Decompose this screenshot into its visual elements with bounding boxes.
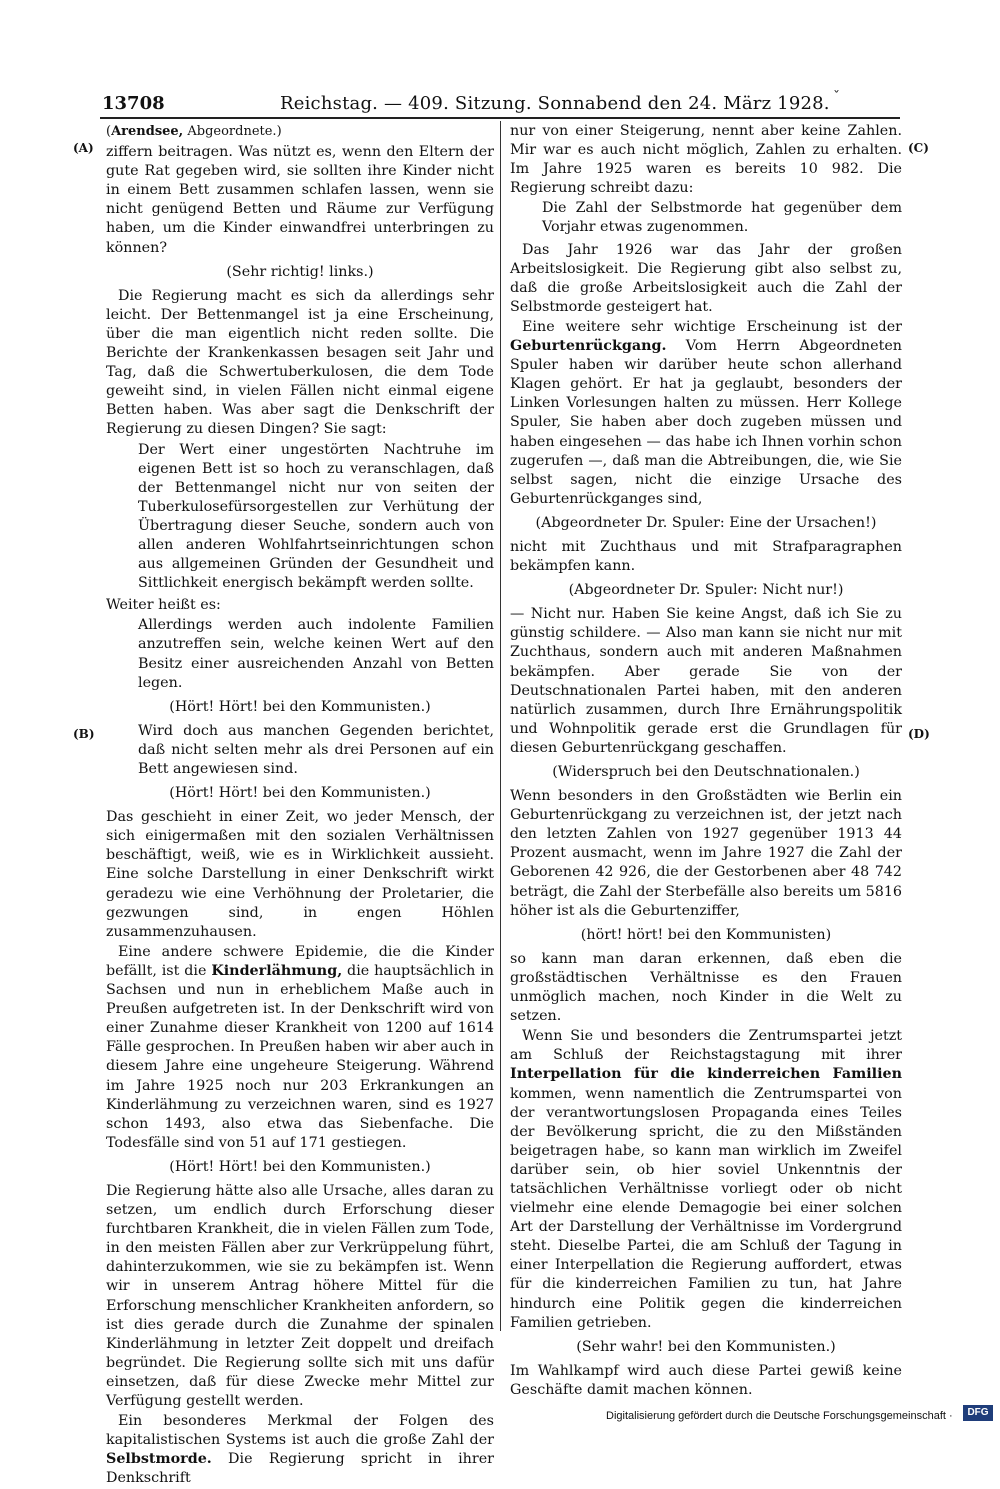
speaker-line: (Arendsee, Abgeordnete.) [106, 124, 282, 139]
header-rule [100, 117, 900, 119]
digitization-credit: Digitalisierung gefördert durch die Deutsche Forschungsgemeinschaft · [606, 1410, 953, 1422]
interjection: (hört! hört! bei den Kommunisten) [580, 926, 832, 943]
paragraph: — Nicht nur. Haben Sie keine Angst, daß ich Sie zu günstig schildere. — Also man kann sie nicht nur mit Zuchthaus, sondern auch mit anderen Maßnahmen bekämpfen. Aber gerade Sie von der Deutschnationalen Partei haben, mit den anderen natürlich zusammen, durch Ihre Ernährungspolitik und Wohnpolitik gerade erst die Grundlagen für diesen Geburtenrückgang geschaffen. [510, 606, 902, 756]
page-header [100, 89, 900, 119]
paragraph: so kann man daran erkennen, daß eben die großstädtischen Verhältnisse es den Frauen unmöglich machen, noch Kinder in die Welt zu setzen. [510, 950, 902, 1025]
quotation: Die Zahl der Selbstmorde hat gegenüber dem Vorjahr etwas zugenommen. [542, 200, 902, 236]
margin-marker-a: (A) [73, 141, 94, 155]
interjection: (Widerspruch bei den Deutschnationalen.) [552, 764, 860, 780]
paragraph: Weiter heißt es: [106, 597, 221, 614]
session-title: Reichstag. — 409. Sitzung. Sonnabend den 24. März 1928. [280, 93, 830, 114]
speaker-name: Arendsee, [111, 124, 184, 139]
text-run: Ein besonderes Merkmal der Folgen des kapitalistischen Systems ist auch die große Zahl der [106, 1413, 494, 1449]
column-divider [500, 121, 501, 1331]
paragraph: Wenn besonders in den Großstädten wie Berlin ein Geburtenrückgang zu verzeichnen ist, der jetzt nach den letzten Zahlen von 1927 gegenüber 1913 44 Prozent ausmacht, wenn im Jahre 1927 die Zahl der Geborenen 42 926, die der Gestorbenen aber 48 742 beträgt, die Zahl der Sterbefälle also bereits um 5816 höher ist als die Geburtenziffer, [510, 788, 903, 919]
paragraph [106, 1412, 494, 1488]
interjection: (Hört! Hört! bei den Kommunisten.) [169, 1158, 431, 1175]
margin-marker-c: (C) [908, 141, 929, 155]
text-run: die hauptsächlich in Sachsen und nun in erheblichem Maße auch in Preußen aufgetreten ist. In der Denkschrift wird von einer Zunahme dieser Krankheit von 1200 auf 1614 Fälle gesprochen. In Preußen haben wir aber auch in diesem Jahre eine ungeheure Steigerung. Während im Jahre 1925 noch nur 203 Erkrankungen an Kinderlähmung zu verzeichnen waren, sind es 1927 schon 1493, also etwa das Siebenfache. Die Todesfälle sind von 51 auf 171 gestiegen. [106, 962, 495, 1151]
text-run: Vom Herrn Abgeordneten Spuler haben wir darüber heute schon allerhand Klagen gehört. Er hat ja geglaubt, besonders der Linken Vorlesungen halten zu müssen. Herr Kollege Spuler, Sie haben aber doch zugeben müssen und haben eingesehen — das habe ich Ihnen vorhin schon zugerufen —, daß man die Abtreibungen, die, wie Sie selbst sagen, nicht die einzige Ursache des Geburtenrückganges sind, [510, 338, 902, 507]
paragraph [510, 1027, 902, 1333]
left-column [106, 122, 494, 1489]
emphasis: Geburtenrückgang. [510, 338, 667, 355]
paragraph: nicht mit Zuchthaus und mit Strafparagraphen bekämpfen kann. [510, 538, 902, 575]
emphasis: Selbstmorde. [106, 1451, 212, 1468]
paragraph: Das Jahr 1926 war das Jahr der großen Arbeitslosigkeit. Die Regierung gibt also selbst zu, daß die große Arbeitslosigkeit auch die Zahl der Selbstmorde gesteigert hat. [510, 241, 902, 315]
paragraph: Das geschieht in einer Zeit, wo jeder Mensch, der sich einigermaßen mit den sozialen Verhältnissen beschäftigt, weiß, wie es in Wirklichkeit aussieht. Eine solche Darstellung in einer Denkschrift wirkt geradezu wie eine Verhöhnung der Proletarier, die gezwungen sind, in engen Höhlen zusammenzuhausen. [106, 809, 494, 940]
text-run: kommen, wenn namentlich die Zentrumspartei von der verantwortungslosen Propaganda eines Teiles der Bevölkerung spricht, die zu den Mißständen beigetragen habe, so kann man wirklich im Zweifel darüber sein, ob hier soviel Unkenntnis der tatsächlichen Verhältnisse vorliegt oder ob nicht vielmehr eine elende Demagogie bei einer solchen Art der Darstellung der Verhältnisse im Vordergrund steht. Dieselbe Partei, die am Schluß der Tagung in einer Interpellation die Regierung auffordert, etwas für die kinderreichen Familien zu tun, hat Jahre hindurch eine Politik gegen die kinderreichen Familien getrieben. [510, 1085, 902, 1331]
paragraph: Die Regierung macht es sich da allerdings sehr leicht. Der Bettenmangel ist ja eine Erscheinung, über die man eigentlich nicht reden sollte. Die Berichte der Krankenkassen besagen seit Jahr und Tag, daß die Schwertuberkulosen, die dem Tode geweiht sind, in vielen Fällen nicht einmal eigene Betten haben. Was aber sagt die Denkschrift der Regierung zu diesen Dingen? Sie sagt: [106, 287, 494, 438]
interjection: (Abgeordneter Dr. Spuler: Eine der Ursachen!) [535, 514, 877, 531]
margin-marker-b: (B) [73, 727, 95, 741]
interjection: (Hört! Hört! bei den Kommunisten.) [169, 698, 431, 715]
speaker-role: Abgeordnete.) [187, 124, 282, 139]
paragraph [510, 318, 902, 509]
text-run: Die Regierung spricht in ihrer Denkschrift [106, 1451, 494, 1487]
page-number: 13708 [102, 93, 165, 114]
emphasis: Interpellation für die kinderreichen Familien [510, 1066, 902, 1083]
interjection: (Sehr richtig! links.) [226, 263, 374, 280]
text-run: Wenn Sie und besonders die Zentrumspartei jetzt am Schluß der Reichstagstagung mit ihrer [510, 1028, 902, 1064]
interjection: (Sehr wahr! bei den Kommunisten.) [576, 1338, 836, 1355]
dfg-logo: DFG [963, 1405, 993, 1421]
paragraph: Die Regierung hätte also alle Ursache, alles daran zu setzen, um endlich durch Erforschung dieser furchtbaren Krankheit, die in vielen Fällen zum Tode, in den meisten Fällen aber zur Verkrüppelung führt, dahinterzukommen, wie sie zu bekämpfen ist. Wenn wir in unserem Antrag höhere Mittel für die Erforschung menschlicher Krankheiten anfordern, so ist dies gerade durch die Zunahme der spinalen Kinderlähmung in letzter Zeit doppelt und dreifach begründet. Die Regierung sollte sich mit uns dafür einsetzen, daß für diese Zwecke mehr Mittel zur Verfügung gestellt werden. [106, 1182, 494, 1409]
interjection: (Abgeordneter Dr. Spuler: Nicht nur!) [568, 582, 844, 599]
paragraph: Im Wahlkampf wird auch diese Partei gewiß keine Geschäfte damit machen können. [510, 1362, 902, 1398]
margin-marker-d: (D) [908, 727, 930, 741]
quotation: Wird doch aus manchen Gegenden berichtet, daß nicht selten mehr als drei Personen auf ein Bett angewiesen sind. [138, 722, 494, 777]
quotation: Der Wert einer ungestörten Nachtruhe im eigenen Bett ist so hoch zu veranschlagen, daß der Bettenmangel nicht nur von seiten der Tuberkulosefürsorgestellen zur Verhütung der Übertragung dieser Seuche, sondern auch von allen anderen Wohlfahrtseinrichtungen schon aus allgemeinen Gründen der Gesundheit und Sittlichkeit energisch bekämpft werden sollte. [138, 441, 494, 592]
paragraph: nur von einer Steigerung, nennt aber keine Zahlen. Mir war es auch nicht möglich, Zahlen zu erhalten. Im Jahre 1925 waren es bereits 10 982. Die Regierung schreibt dazu: [510, 123, 902, 197]
paragraph: ziffern beitragen. Was nützt es, wenn den Eltern der gute Rat gegeben wird, sie sollten ihre Kinder nicht in einem Bett zusammen schlafen lassen, wenn sie nicht genügend Betten und Räume zur Verfügung haben, um die Kinder einwandfrei unterbringen zu können? [106, 144, 494, 256]
right-column [510, 122, 902, 1401]
text-run: Eine andere schwere Epidemie, die die Kinder befällt, ist die [106, 943, 494, 979]
quotation: Allerdings werden auch indolente Familien anzutreffen sein, welche keinen Wert auf den Besitz einer ausreichenden Anzahl von Betten legen. [138, 617, 494, 691]
header-mark: ˇ [833, 89, 840, 105]
interjection: (Hört! Hört! bei den Kommunisten.) [169, 785, 431, 802]
text-run: Eine weitere sehr wichtige Erscheinung ist der [522, 318, 902, 335]
paragraph [106, 943, 494, 1153]
emphasis: Kinderlähmung, [211, 962, 343, 979]
